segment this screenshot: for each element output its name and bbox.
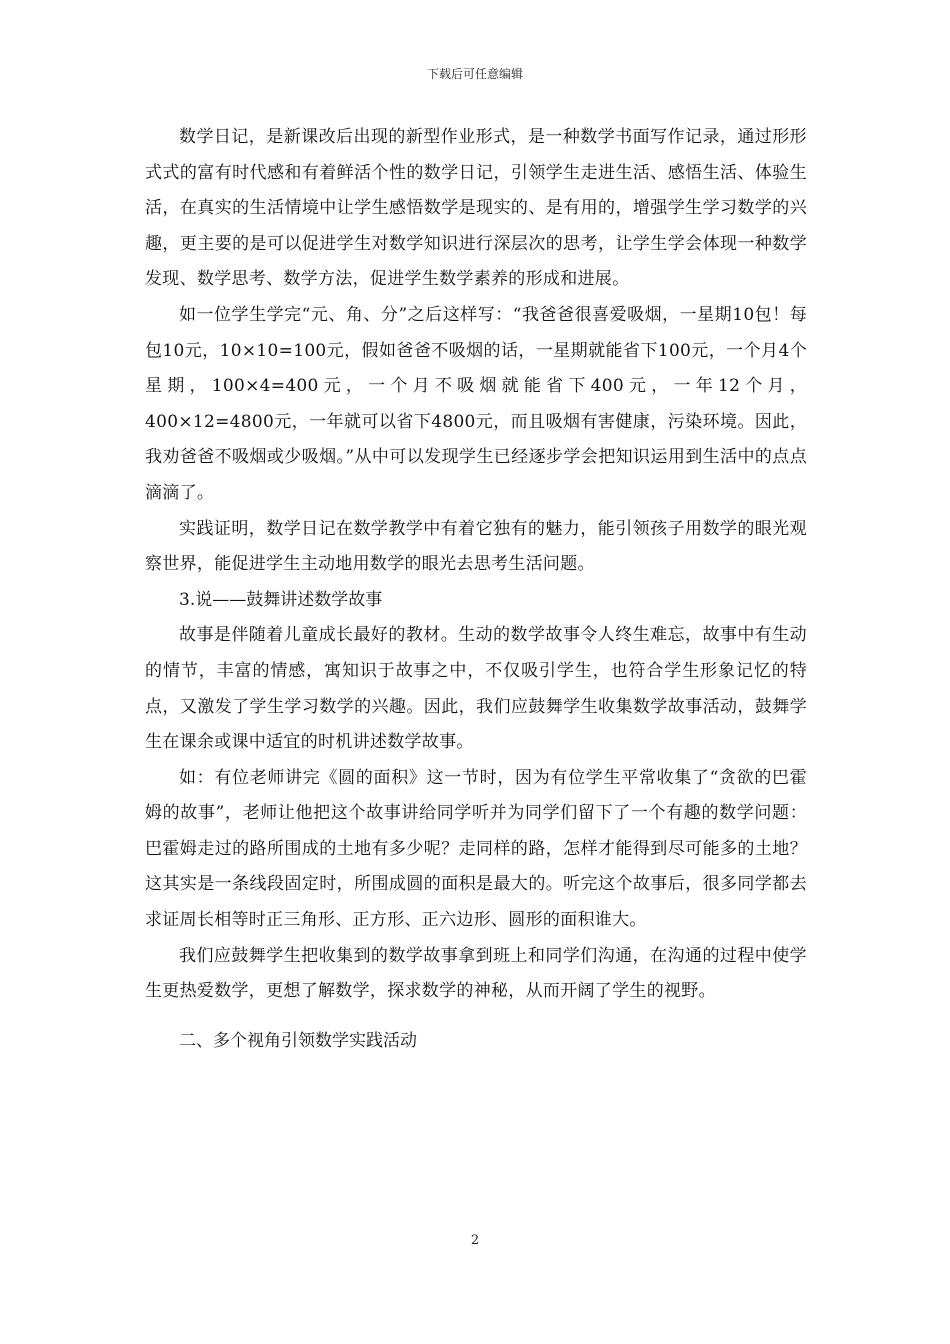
- paragraph-student-example: 如一位学生学完“元、角、分”之后这样写：“我爸爸很喜爱吸烟，一星期10包！每包10元，10×10=100元，假如爸爸不吸烟的话，一星期就能省下100元，一个月4个星期，100×4=400元，一个月不吸烟就能省下400元，一年12个月，400×12=4800元，一年就可以省下4800元，而且吸烟有害健康，污染环境。因此，我劝爸爸不吸烟或少吸烟。”从中可以发现学生已经逐步学会把知识运用到生活中的点点滴滴了。: [145, 304, 807, 503]
- paragraph-math-diary-intro: 数学日记，是新课改后出现的新型作业形式，是一种数学书面写作记录，通过形形式式的富有时代感和有着鲜活个性的数学日记，引领学生走进生活、感悟生活、体验生活，在真实的生活情境中让学生感悟数学是现实的、是有用的，增强学生学习数学的兴趣，更主要的是可以促进学生对数学知识进行深层次的思考，让学生学会体现一种数学发现、数学思考、数学方法，促进学生数学素养的形成和进展。: [145, 127, 807, 290]
- paragraph-story-sharing: 我们应鼓舞学生把收集到的数学故事拿到班上和同学们沟通，在沟通的过程中使学生更热爱数学，更想了解数学，探求数学的神秘，从而开阔了学生的视野。: [145, 945, 807, 1002]
- document-body: [145, 120, 807, 1059]
- paragraph-stories-intro: 故事是伴随着儿童成长最好的教材。生动的数学故事令人终生难忘，故事中有生动的情节，丰富的情感，寓知识于故事之中，不仅吸引学生，也符合学生形象记忆的特点，又激发了学生学习数学的兴趣。因此，我们应鼓舞学生收集数学故事活动，鼓舞学生在课余或课中适宜的时机讲述数学故事。: [145, 625, 807, 753]
- section-heading-storytelling: 3.说——鼓舞讲述数学故事: [179, 589, 383, 610]
- page-header: 下载后可任意编辑: [426, 67, 523, 81]
- paragraph-practice-proof: 实践证明，数学日记在数学教学中有着它独有的魅力，能引领孩子用数学的眼光观察世界，能促进学生主动地用数学的眼光去思考生活问题。: [145, 518, 807, 575]
- page-number: 2: [470, 1233, 480, 1248]
- section-heading-practice-activities: 二、多个视角引领数学实践活动: [179, 1030, 417, 1051]
- paragraph-story-example: 如：有位老师讲完《圆的面积》这一节时，因为有位学生平常收集了“贪欲的巴霍姆的故事”，老师让他把这个故事讲给同学听并为同学们留下了一个有趣的数学问题：巴霍姆走过的路所围成的土地有多少呢？走同样的路，怎样才能得到尽可能多的土地？这其实是一条线段固定时，所围成圆的面积是最大的。听完这个故事后，很多同学都去求证周长相等时正三角形、正方形、正六边形、圆形的面积谁大。: [145, 767, 807, 931]
